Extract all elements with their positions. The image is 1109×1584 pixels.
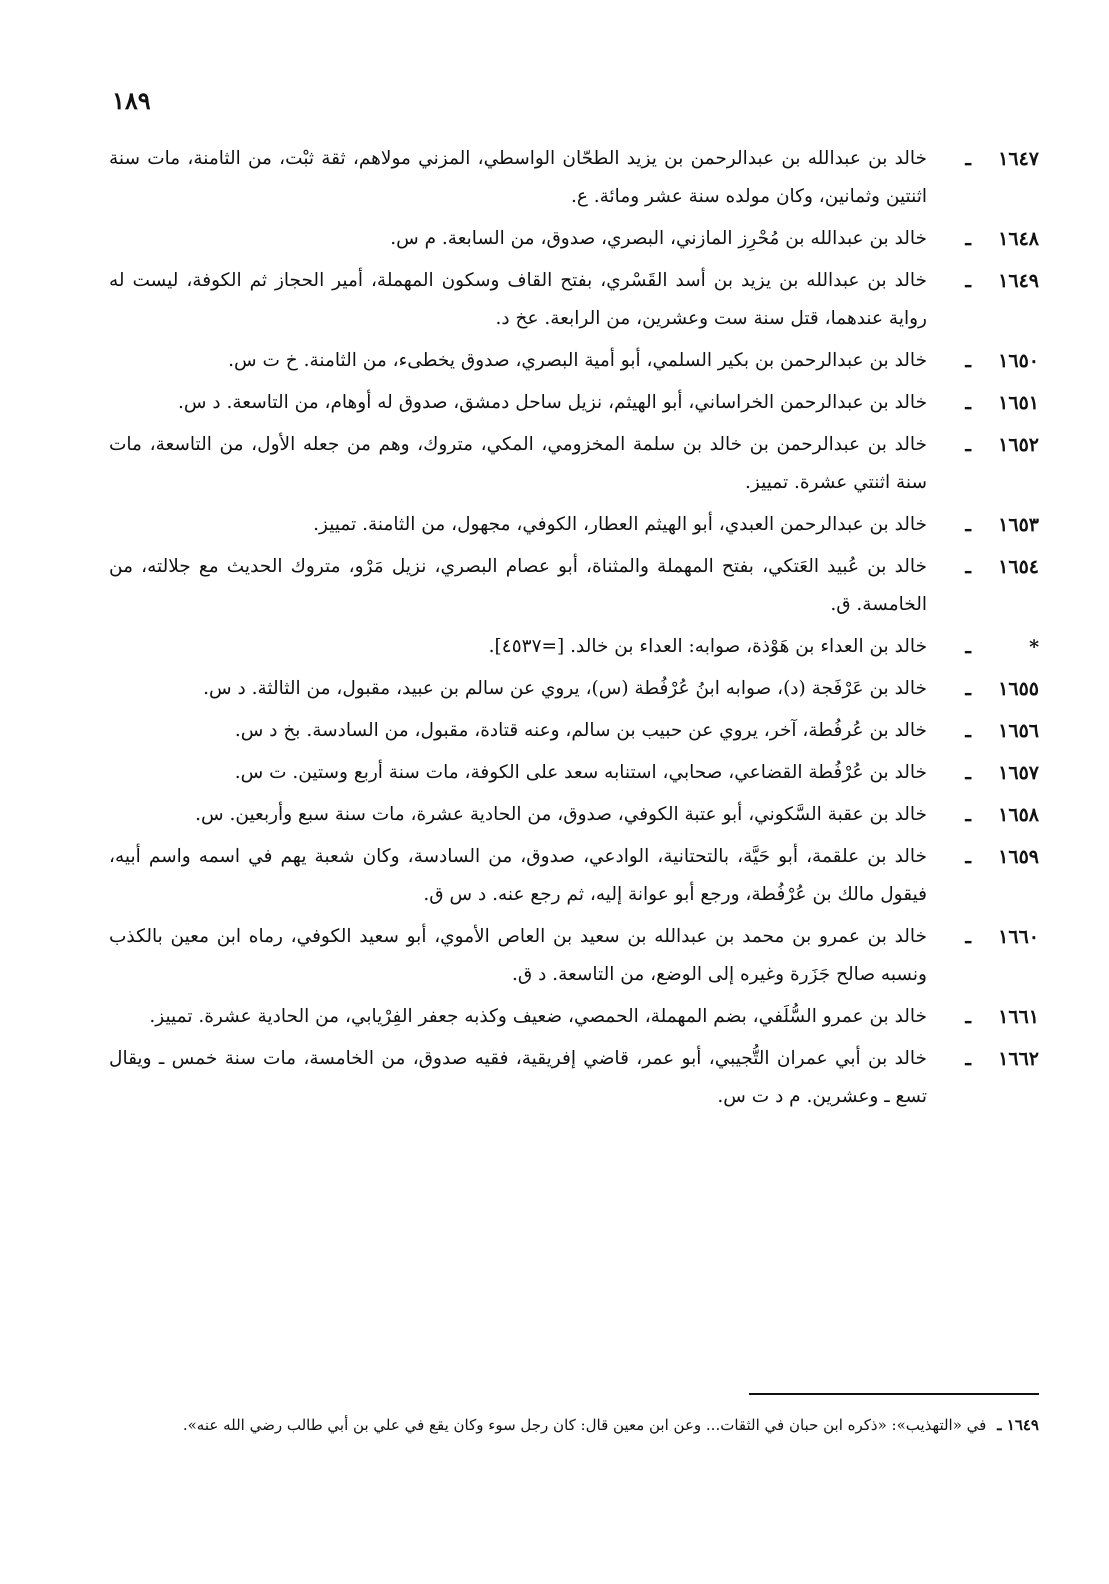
entry-number: ١٦٥٠ [998, 350, 1039, 372]
entry-text: خالد بن عقبة السَّكوني، أبو عتبة الكوفي، صدوق، من الحادية عشرة، مات سنة سبع وأربعين. س. [195, 804, 927, 825]
entry-number: ١٦٤٧ [998, 148, 1039, 170]
entry-marker [931, 262, 1039, 300]
footnote [109, 1410, 1039, 1441]
entry-1647 [109, 140, 1039, 216]
entry-marker [931, 220, 1039, 258]
footnote-text: في «التهذيب»: «ذكره ابن حبان في الثقات... وعن ابن معين قال: كان رجل سوء وكان يقع في علي بن أبي طالب رضي الله عنه». [182, 1416, 987, 1434]
entry-text: خالد بن أبي عمران التُّجيبي، أبو عمر، قاضي إفريقية، فقيه صدوق، من الخامسة، مات سنة خمس ـ ويقال تسع ـ وعشرين. م د ت س. [109, 1048, 927, 1107]
entry-dash: ـ [965, 1048, 971, 1070]
entry-number: ١٦٤٨ [998, 228, 1039, 250]
entry-dash: ـ [965, 846, 971, 868]
footnote-divider [749, 1393, 1039, 1395]
entry-1662 [109, 1040, 1039, 1116]
entry-marker [931, 506, 1039, 544]
entry-number: ١٦٥٦ [998, 720, 1039, 742]
entry-text: خالد بن عُرْفُطة القضاعي، صحابي، استنابه سعد على الكوفة، مات سنة أربع وستين. ت س. [234, 762, 927, 783]
entry-marker [931, 384, 1039, 422]
entry-1659 [109, 838, 1039, 914]
entry-1651 [109, 384, 1039, 422]
entry-1652 [109, 426, 1039, 502]
entry-text: خالد بن العداء بن هَوْذة، صوابه: العداء بن خالد. [=٤٥٣٧]. [488, 636, 927, 657]
entry-dash: ـ [965, 556, 971, 578]
entry-dash: ـ [965, 720, 971, 742]
entry-dash: ـ [965, 350, 971, 372]
entry-text: خالد بن عبدالرحمن بن بكير السلمي، أبو أمية البصري، صدوق يخطىء، من الثامنة. خ ت س. [228, 350, 927, 371]
entry-number: ١٦٥١ [998, 392, 1039, 414]
entry-number: ١٦٥٩ [998, 846, 1039, 868]
entry-1649 [109, 262, 1039, 338]
entry-number: ١٦٥٢ [998, 434, 1039, 456]
entry-marker [931, 838, 1039, 876]
entry-1656 [109, 712, 1039, 750]
entry-text: خالد بن عُبيد العَتكي، بفتح المهملة والمثناة، أبو عصام البصري، نزيل مَرْو، متروك الحديث مع جلالته، من الخامسة. ق. [109, 556, 927, 615]
entry-1653 [109, 506, 1039, 544]
entry-1655 [109, 670, 1039, 708]
entry-dash: ـ [965, 270, 971, 292]
entry-dash: ـ [965, 804, 971, 826]
entry-number: ١٦٥٤ [998, 556, 1039, 578]
entry-text: خالد بن عبدالرحمن العبدي، أبو الهيثم العطار، الكوفي، مجهول، من الثامنة. تمييز. [313, 514, 927, 535]
entry-text: خالد بن علقمة، أبو حَيَّة، بالتحتانية، الوادعي، صدوق، من السادسة، وكان شعبة يهم في اسمه واسم أبيه، فيقول مالك بن عُرْفُطة، ورجع أبو عوانة إليه، ثم رجع عنه. د س ق. [109, 846, 927, 905]
entry-dash: ـ [965, 762, 971, 784]
entry-1648 [109, 220, 1039, 258]
page-number: ١٨٩ [112, 86, 151, 115]
entry-text: خالد بن عبدالرحمن الخراساني، أبو الهيثم، نزيل ساحل دمشق، صدوق له أوهام، من التاسعة. د س. [178, 392, 927, 413]
asterisk-marker: * [1029, 636, 1039, 658]
entry-number: ١٦٦٠ [998, 926, 1039, 948]
entry-number: ١٦٦٢ [998, 1048, 1039, 1070]
entry-dash: ـ [965, 148, 971, 170]
entry-marker [931, 998, 1039, 1036]
entry-marker [931, 426, 1039, 464]
entry-text: خالد بن عبدالرحمن بن خالد بن سلمة المخزومي، المكي، متروك، وهم من جعله الأول، من التاسعة، مات سنة اثنتي عشرة. تمييز. [109, 434, 927, 493]
entry-1658 [109, 796, 1039, 834]
entry-marker [931, 712, 1039, 750]
entry-marker [931, 796, 1039, 834]
entries-list [109, 140, 1039, 1120]
entry-dash: ـ [965, 228, 971, 250]
entry-dash: ـ [965, 434, 971, 456]
footnote-marker: ١٦٤٩ ـ [997, 1416, 1039, 1434]
entry-marker [931, 548, 1039, 586]
entry-dash: ـ [965, 926, 971, 948]
entry-1660 [109, 918, 1039, 994]
entry-marker [931, 918, 1039, 956]
entry-text: خالد بن عُرفُطة، آخر، يروي عن حبيب بن سالم، وعنه قتادة، مقبول، من السادسة. بخ د س. [234, 720, 927, 741]
entry-number: ١٦٥٥ [998, 678, 1039, 700]
entry-text: خالد بن عبدالله بن مُحْرِز المازني، البصري، صدوق، من السابعة. م س. [390, 228, 927, 249]
entry-text: خالد بن عَرْفَجة (د)، صوابه ابنُ عُرْفُطة (س)، يروي عن سالم بن عبيد، مقبول، من الثالثة. د س. [203, 678, 927, 699]
entry-number: ١٦٥٧ [998, 762, 1039, 784]
entry-dash: ـ [965, 514, 971, 536]
entry-number: ١٦٥٨ [998, 804, 1039, 826]
entry-number: ١٦٤٩ [998, 270, 1039, 292]
entry-1661 [109, 998, 1039, 1036]
entry-dash: ـ [965, 1006, 971, 1028]
entry-dash: ـ [965, 636, 971, 658]
entry-1657 [109, 754, 1039, 792]
entry-text: خالد بن عبدالله بن يزيد بن أسد القَسْري، بفتح القاف وسكون المهملة، أمير الحجاز ثم الكوفة، ليست له رواية عندهما، قتل سنة ست وعشرين، من الرابعة. عخ د. [109, 270, 927, 329]
entry-number: ١٦٦١ [998, 1006, 1039, 1028]
entry-1654 [109, 548, 1039, 624]
entry-dash: ـ [965, 678, 971, 700]
entry-number: ١٦٥٣ [998, 514, 1039, 536]
entry-marker [931, 670, 1039, 708]
entry-marker [931, 140, 1039, 178]
entry-marker [931, 342, 1039, 380]
entry-marker [931, 1040, 1039, 1078]
entry-dash: ـ [965, 392, 971, 414]
entry-text: خالد بن عمرو بن محمد بن عبدالله بن سعيد بن العاص الأموي، أبو سعيد الكوفي، رماه ابن معين بالكذب ونسبه صالح جَزَرة وغيره إلى الوضع، من التاسعة. د ق. [109, 926, 927, 985]
entry-text: خالد بن عبدالله بن عبدالرحمن بن يزيد الطحّان الواسطي، المزني مولاهم، ثقة ثبْت، من الثامنة، مات سنة اثنتين وثمانين، وكان مولده سنة عشر ومائة. ع. [109, 148, 927, 207]
entry-text: خالد بن عمرو السُّلَفي، بضم المهملة، الحمصي، ضعيف وكذبه جعفر الفِرْيابي، من الحادية عشرة. تمييز. [149, 1006, 927, 1027]
entry-marker [931, 628, 1039, 666]
entry-marker [931, 754, 1039, 792]
entry-cross-reference [109, 628, 1039, 666]
entry-1650 [109, 342, 1039, 380]
